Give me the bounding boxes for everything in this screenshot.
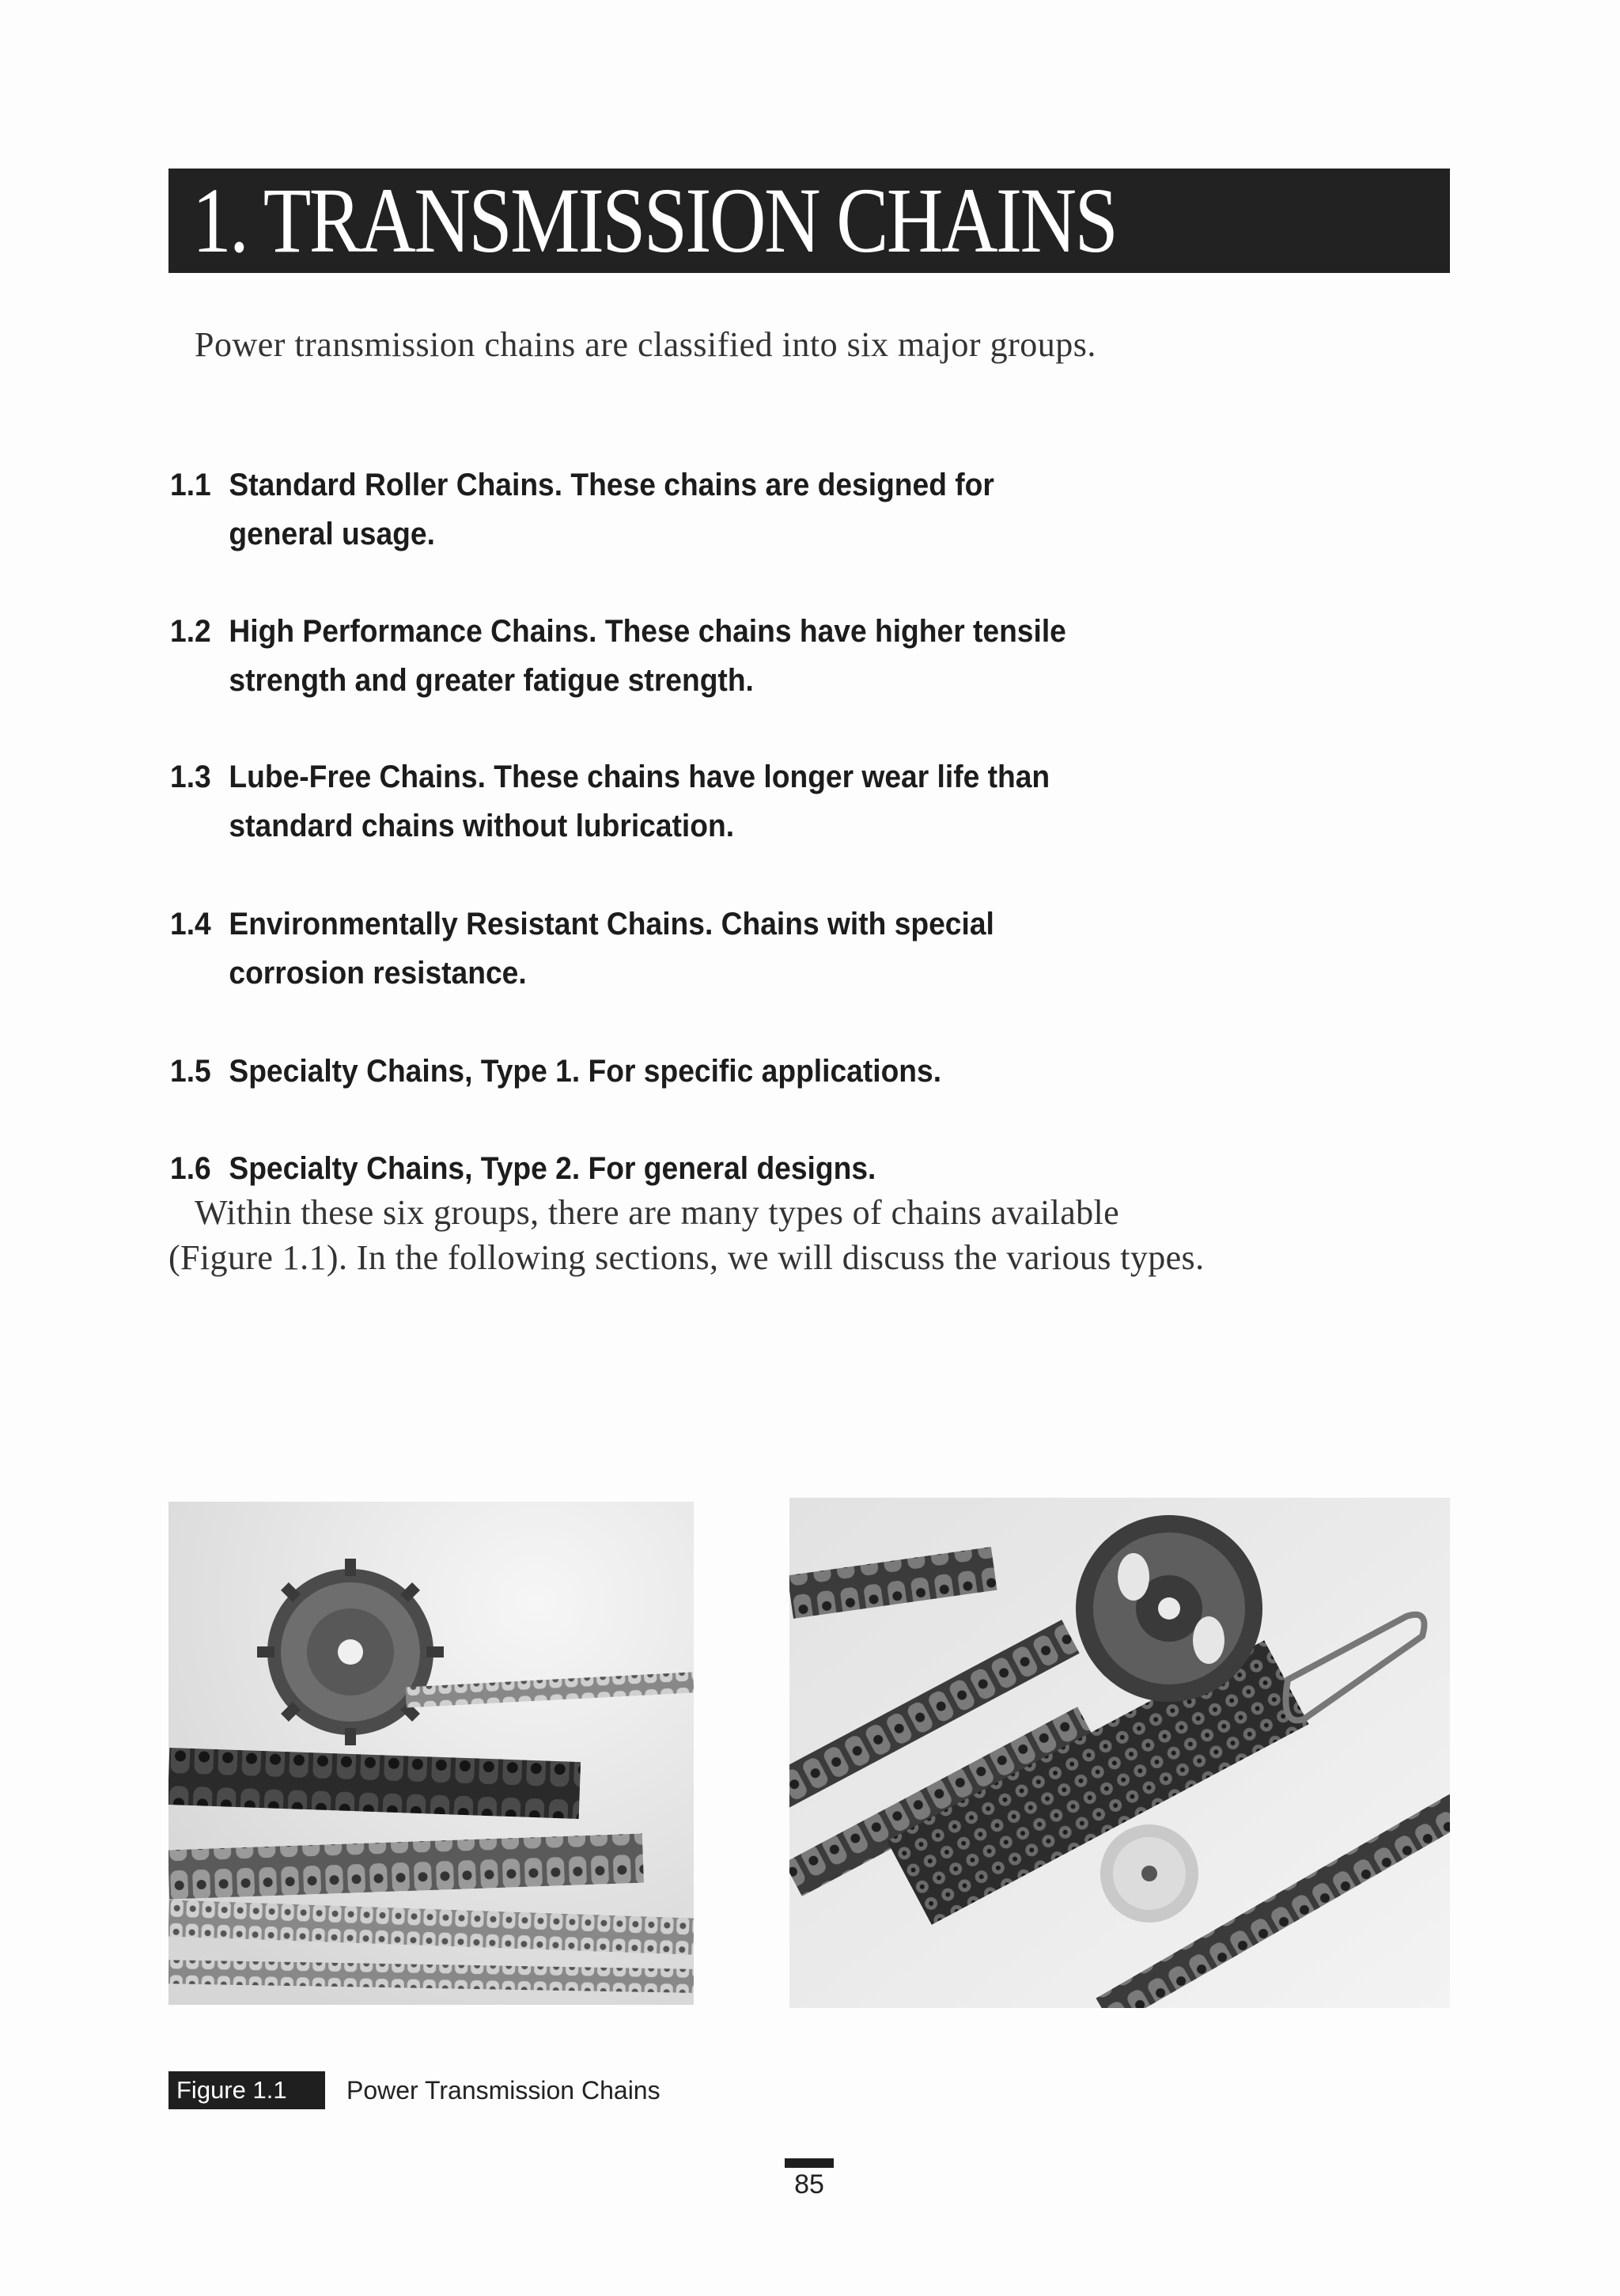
section-1-4 bbox=[170, 900, 1347, 998]
figure-label: Figure 1.1 bbox=[168, 2071, 325, 2109]
section-1-3 bbox=[170, 752, 1347, 851]
section-number: 1.1 bbox=[170, 468, 211, 502]
page-number: 85 bbox=[794, 2169, 824, 2199]
section-1-1 bbox=[170, 460, 1347, 559]
section-number: 1.4 bbox=[170, 907, 211, 942]
section-text-continued: corrosion resistance. bbox=[229, 956, 527, 991]
page-number-bar bbox=[785, 2158, 834, 2168]
section-text: High Performance Chains. These chains have higher tensile bbox=[229, 614, 1066, 649]
section-1-6 bbox=[170, 1144, 1347, 1193]
intro-paragraph: Power transmission chains are classified into six major groups. bbox=[195, 325, 1096, 364]
closing-line: (Figure 1.1). In the following sections, we will discuss the various types. bbox=[168, 1238, 1205, 1277]
section-text: Lube-Free Chains. These chains have longer wear life than bbox=[229, 760, 1050, 794]
chain-photo-left bbox=[168, 1502, 694, 2005]
section-text-continued: general usage. bbox=[229, 517, 435, 551]
chapter-title-bar bbox=[168, 169, 1450, 273]
chapter-title: 1. TRANSMISSION CHAINS bbox=[192, 169, 1117, 272]
chain-photo-right bbox=[789, 1498, 1450, 2008]
section-number: 1.2 bbox=[170, 614, 211, 649]
section-text-continued: strength and greater fatigue strength. bbox=[229, 663, 754, 698]
closing-paragraph bbox=[168, 1190, 1450, 1280]
section-text-continued: standard chains without lubrication. bbox=[229, 809, 735, 843]
section-1-5 bbox=[170, 1047, 1347, 1096]
section-text: Standard Roller Chains. These chains are designed for bbox=[229, 468, 994, 502]
section-text: Specialty Chains, Type 2. For general designs. bbox=[229, 1151, 876, 1186]
section-1-2 bbox=[170, 607, 1347, 705]
section-number: 1.6 bbox=[170, 1151, 211, 1186]
section-text: Environmentally Resistant Chains. Chains with special bbox=[229, 907, 994, 942]
figure-caption: Power Transmission Chains bbox=[346, 2075, 660, 2105]
section-number: 1.3 bbox=[170, 760, 211, 794]
section-text: Specialty Chains, Type 1. For specific applications. bbox=[229, 1054, 942, 1089]
closing-line: Within these six groups, there are many types of chains available bbox=[195, 1193, 1120, 1232]
section-number: 1.5 bbox=[170, 1054, 211, 1089]
